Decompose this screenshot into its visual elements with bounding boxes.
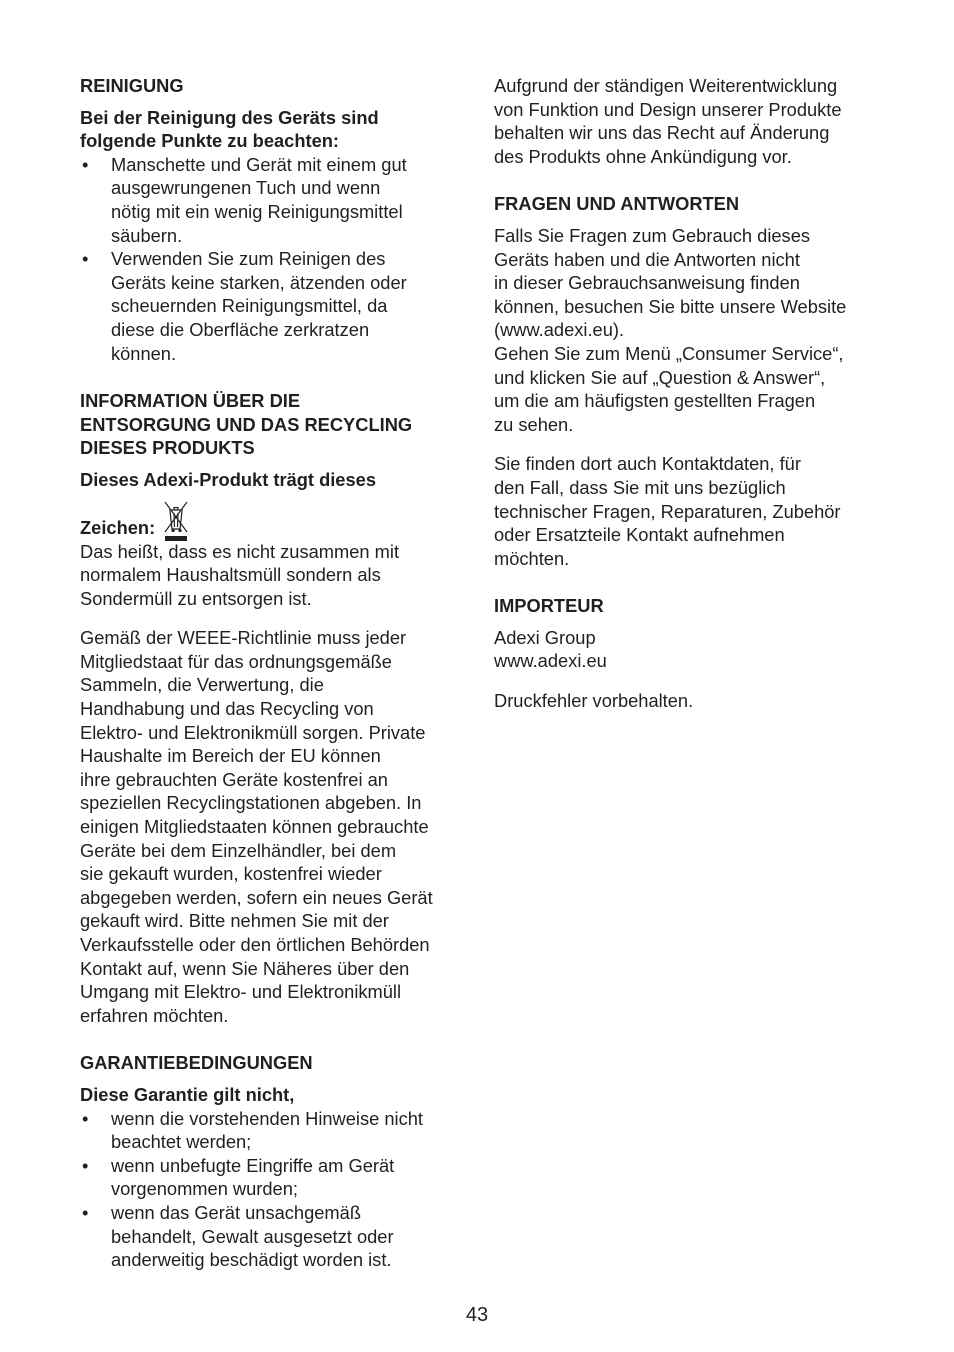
- zeichen-line: [80, 492, 470, 540]
- weee-bin-icon: [163, 498, 189, 542]
- disposal-text-1: Das heißt, dass es nicht zusammen mit normalem Haushaltsmüll sondern als Sondermüll zu entsorgen ist.: [80, 540, 400, 609]
- warranty-list: [80, 1107, 470, 1272]
- warranty-heading: GARANTIEBEDINGUNGEN: [80, 1052, 313, 1074]
- list-item: • wenn das Gerät unsachgemäß behandelt, Gewalt ausgesetzt oder anderweitig beschädigt worden ist.: [80, 1201, 470, 1272]
- disposal-text-2: Gemäß der WEEE-Richtlinie muss jeder Mitgliedstaat für das ordnungsgemäße Sammeln, die Verwertung, die Handhabung und das Recycling von Elektro- und Elektronikmüll sorgen. Private Haushalte im Bereich der EU können ihre gebrauchten Geräte kostenfrei an speziellen Recyclingstationen abgeben. In einigen Mitgliedstaaten können gebrauchte Geräte bei dem Einzelhändler, bei dem sie gekauft wurden, kostenfrei wieder abgegeben werden, sofern ein neues Gerät gekauft wird. Bitte nehmen Sie mit der Verkaufsstelle oder den örtlichen Behörden Kontakt auf, wenn Sie Näheres über den Umgang mit Elektro- und Elektronikmüll erfahren möchten.: [80, 627, 433, 1026]
- faq-text-2: Sie finden dort auch Kontaktdaten, für den Fall, dass Sie mit uns bezüglich technischer Fragen, Reparaturen, Zubehör oder Ersatzteile Kontakt aufnehmen möchten.: [494, 453, 841, 569]
- warranty-intro: Diese Garantie gilt nicht,: [80, 1083, 295, 1105]
- right-column: [494, 74, 884, 713]
- disposal-heading: INFORMATION ÜBER DIE ENTSORGUNG UND DAS RECYCLING DIESES PRODUKTS: [80, 390, 413, 459]
- cleaning-list: [80, 153, 470, 365]
- list-item: • Verwenden Sie zum Reinigen des Geräts keine starken, ätzenden oder scheuernden Reinigungsmittel, da diese die Oberfläche zerkratzen können.: [80, 247, 470, 365]
- cleaning-intro: Bei der Reinigung des Geräts sind folgende Punkte zu beachten:: [80, 106, 379, 152]
- page-number: 43: [465, 1304, 489, 1326]
- list-item: • wenn unbefugte Eingriffe am Gerät vorgenommen wurden;: [80, 1154, 470, 1201]
- cleaning-heading: REINIGUNG: [80, 75, 184, 96]
- product-change-notice: Aufgrund der ständigen Weiterentwicklung von Funktion und Design unserer Produkte behalten wir uns das Recht auf Änderung des Produkts ohne Ankündigung vor.: [494, 75, 842, 167]
- disposal-sub-line2: Zeichen:: [80, 516, 156, 538]
- list-item: • Manschette und Gerät mit einem gut ausgewrungenen Tuch und wenn nötig mit ein wenig Reinigungsmittel säubern.: [80, 153, 470, 247]
- faq-heading: FRAGEN UND ANTWORTEN: [494, 193, 740, 215]
- disposal-sub-line1: Dieses Adexi-Produkt trägt dieses: [80, 468, 376, 490]
- faq-text-1: Falls Sie Fragen zum Gebrauch dieses Geräts haben und die Antworten nicht in dieser Gebrauchsanweisung finden können, besuchen Sie bitte unsere Website (www.adexi.eu). Gehen Sie zum Menü „Consumer Service“, und klicken Sie auf „Question & Answer“, um die am häufigsten gestellten Fragen zu sehen.: [494, 224, 847, 435]
- list-item: • wenn die vorstehenden Hinweise nicht beachtet werden;: [80, 1107, 470, 1154]
- left-column: [80, 74, 470, 1272]
- importer-company: Adexi Group www.adexi.eu: [494, 626, 607, 672]
- importer-heading: IMPORTEUR: [494, 595, 604, 617]
- misprint-note: Druckfehler vorbehalten.: [494, 690, 694, 712]
